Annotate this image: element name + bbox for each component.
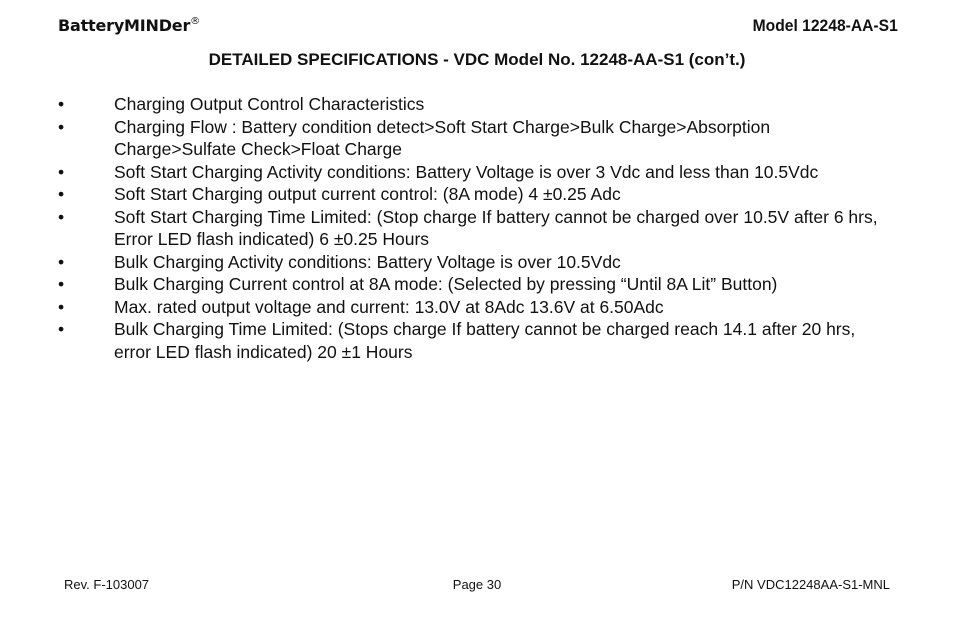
bullet: • bbox=[58, 94, 65, 114]
bullet: • bbox=[58, 206, 65, 227]
list-item-text: Soft Start Charging Activity conditions: Battery Voltage is over 3 Vdc and less than 10.5Vdc bbox=[114, 161, 819, 182]
list-item-text: Soft Start Charging output current control: (8A mode) 4 ±0.25 Adc bbox=[114, 184, 621, 204]
list-item bbox=[0, 318, 954, 363]
bullet: • bbox=[58, 116, 65, 137]
list-item bbox=[0, 161, 954, 184]
list-item bbox=[0, 273, 954, 296]
bullet: • bbox=[58, 251, 65, 272]
spec-list bbox=[0, 93, 954, 363]
list-item bbox=[0, 251, 954, 274]
list-item bbox=[0, 183, 954, 206]
list-item-text: Bulk Charging Current control at 8A mode: (Selected by pressing “Until 8A Lit” Button) bbox=[114, 274, 778, 294]
registered-mark: ® bbox=[190, 15, 200, 27]
list-item bbox=[0, 93, 954, 116]
list-item bbox=[0, 206, 954, 251]
brand-name: BatteryMINDer bbox=[58, 16, 191, 35]
brand-logo bbox=[58, 16, 200, 35]
bullet: • bbox=[58, 184, 65, 204]
list-item-text: Bulk Charging Activity conditions: Battery Voltage is over 10.5Vdc bbox=[114, 251, 621, 272]
list-item-text: Charging Output Control Characteristics bbox=[114, 94, 425, 114]
part-number: P/N VDC12248AA-S1-MNL bbox=[731, 577, 890, 592]
bullet: • bbox=[58, 319, 65, 339]
list-item bbox=[0, 116, 954, 161]
bullet: • bbox=[58, 296, 65, 317]
page-title: DETAILED SPECIFICATIONS - VDC Model No. 12248-AA-S1 (con’t.) bbox=[208, 50, 746, 69]
revision-label: Rev. F-103007 bbox=[64, 577, 150, 592]
model-number: Model 12248-AA-S1 bbox=[752, 16, 898, 35]
list-item-text: Bulk Charging Time Limited: (Stops charge If battery cannot be charged reach 14.1 after 20 hrs, error LED flash indicated) 20 ±1 Hours bbox=[114, 319, 856, 362]
list-item-text: Charging Flow : Battery condition detect>Soft Start Charge>Bulk Charge>Absorption Charge>Sulfate Check>Float Charge bbox=[114, 116, 771, 159]
bullet: • bbox=[58, 274, 65, 294]
list-item-text: Soft Start Charging Time Limited: (Stop charge If battery cannot be charged over 10.5V after 6 hrs, Error LED flash indicated) 6 ±0.25 Hours bbox=[114, 206, 878, 249]
bullet: • bbox=[58, 161, 65, 182]
page-number: Page 30 bbox=[452, 577, 502, 592]
list-item-text: Max. rated output voltage and current: 13.0V at 8Adc 13.6V at 6.50Adc bbox=[114, 296, 664, 317]
list-item bbox=[0, 296, 954, 319]
